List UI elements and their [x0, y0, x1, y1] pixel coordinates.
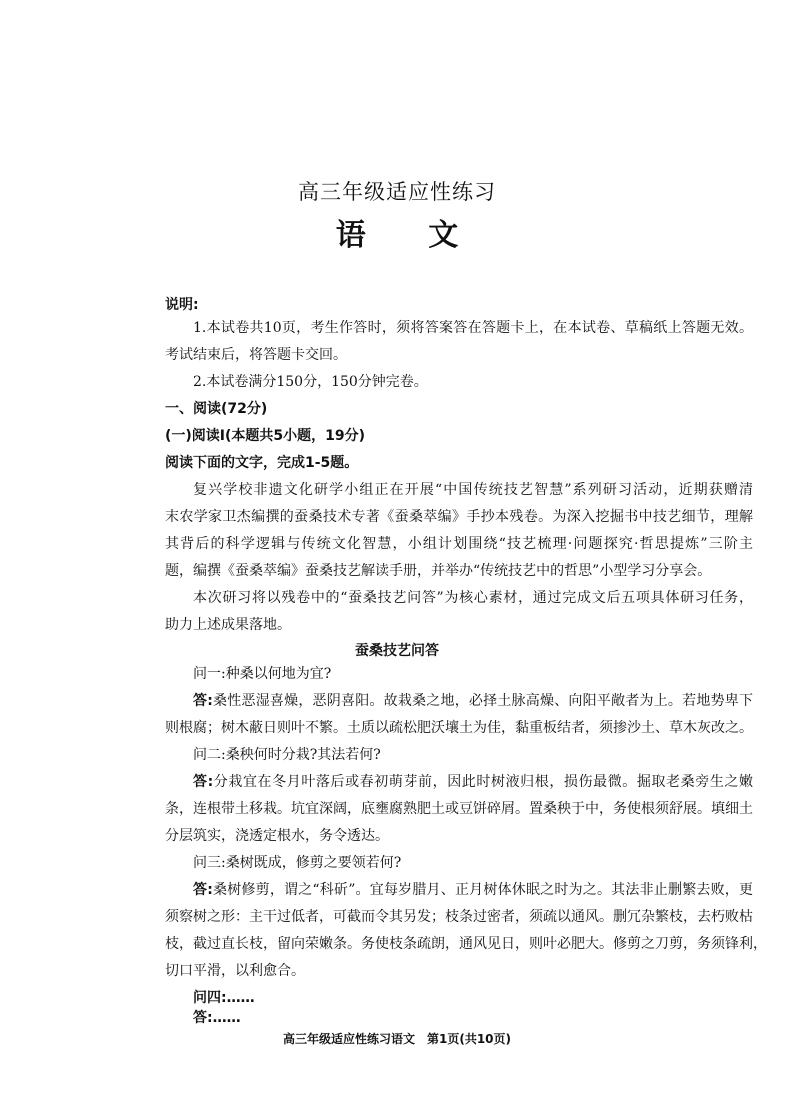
answer-3-line1 — [193, 877, 753, 904]
intro-p1-line1: 复兴学校非遗文化研学小组正在开展“中国传统技艺智慧”系列研习活动，近期获赠清 — [193, 482, 753, 498]
intro-p1-line4: 题，编撰《蚕桑萃编》蚕桑技艺解读手册，并举办“传统技艺中的哲思”小型学习分享会。 — [165, 563, 712, 579]
answer-2-line1 — [193, 769, 753, 796]
answer-2-text: 分栽宜在冬月叶落后或春初萌芽前，因此时树液归根，损伤最微。掘取老桑旁生之嫩 — [213, 774, 754, 790]
section-instruction: 阅读下面的文字，完成1-5题。 — [165, 455, 359, 471]
answer-1-label: 答: — [193, 693, 213, 709]
subject-title: 语 文 — [335, 218, 485, 253]
notes-item1-line1: 1.本试卷共10页，考生作答时，须将答案答在答题卡上，在本试卷、草稿纸上答题无效。 — [193, 320, 753, 336]
answer-2-label: 答: — [193, 774, 214, 790]
question-2: 问二:桑秧何时分栽?其法若何? — [193, 747, 381, 763]
answer-2-line3: 分层筑实，浇透定根水，务令透达。 — [165, 828, 389, 844]
answer-1-text: 桑性恶湿喜燥，恶阴喜阳。故栽桑之地，必择土脉高燥、向阳平敞者为上。若地势卑下 — [212, 693, 754, 709]
answer-3-label: 答: — [193, 882, 213, 898]
answer-3-line2: 须察树之形：主干过低者，可截而令其另发；枝条过密者，须疏以通风。删冗杂繁枝，去朽败枯 — [165, 909, 753, 925]
page-title: 高三年级适应性练习 — [298, 180, 496, 204]
question-1: 问一:种桑以何地为宜? — [193, 666, 332, 682]
page-footer: 高三年级适应性练习语文 第1页(共10页) — [282, 1032, 512, 1046]
answer-1-line2: 则根腐；树木蔽日则叶不繁。土质以疏松肥沃壤土为佳，黏重板结者，须掺沙土、草木灰改之。 — [165, 720, 753, 736]
intro-p1-line3: 其背后的科学逻辑与传统文化智慧，小组计划围绕“技艺梳理·问题探究·哲思提炼”三阶主 — [165, 536, 753, 552]
question-3: 问三:桑树既成，修剪之要领若何? — [193, 855, 402, 871]
notes-item2: 2.本试卷满分150分，150分钟完卷。 — [193, 374, 428, 390]
answer-3-line3: 枝，截过直长枝，留向荣嫩条。务使枝条疏朗，通风见日，则叶必肥大。修剪之刀剪，务须锋利， — [165, 936, 767, 952]
section-reading1: (一)阅读Ⅰ(本题共5小题，19分) — [165, 428, 366, 444]
answer-2-line2: 条，连根带土移栽。坑宜深阔，底壅腐熟肥土或豆饼碎屑。置桑秧于中，务使根须舒展。填细土 — [165, 801, 753, 817]
qa-title: 蚕桑技艺问答 — [355, 643, 439, 659]
answer-4: 答:…… — [193, 1010, 241, 1026]
intro-p2-line1: 本次研习将以残卷中的“蚕桑技艺问答”为核心素材，通过完成文后五项具体研习任务， — [193, 590, 753, 606]
answer-1-line1 — [193, 688, 753, 715]
question-4: 问四:…… — [193, 990, 255, 1006]
notes-item1-line2: 考试结束后，将答题卡交回。 — [165, 347, 347, 363]
answer-3-text: 桑树修剪，谓之“科斫”。宜每岁腊月、正月树体休眠之时为之。其法非止删繁去败，更 — [212, 882, 754, 898]
notes-label: 说明: — [165, 297, 199, 313]
answer-3-line4: 切口平滑，以利愈合。 — [165, 963, 305, 979]
intro-p2-line2: 助力上述成果落地。 — [165, 617, 291, 633]
intro-p1-line2: 末农学家卫杰编撰的蚕桑技术专著《蚕桑萃编》手抄本残卷。为深入挖掘书中技艺细节，理解 — [165, 509, 753, 525]
section-part1: 一、阅读(72分) — [165, 401, 268, 417]
